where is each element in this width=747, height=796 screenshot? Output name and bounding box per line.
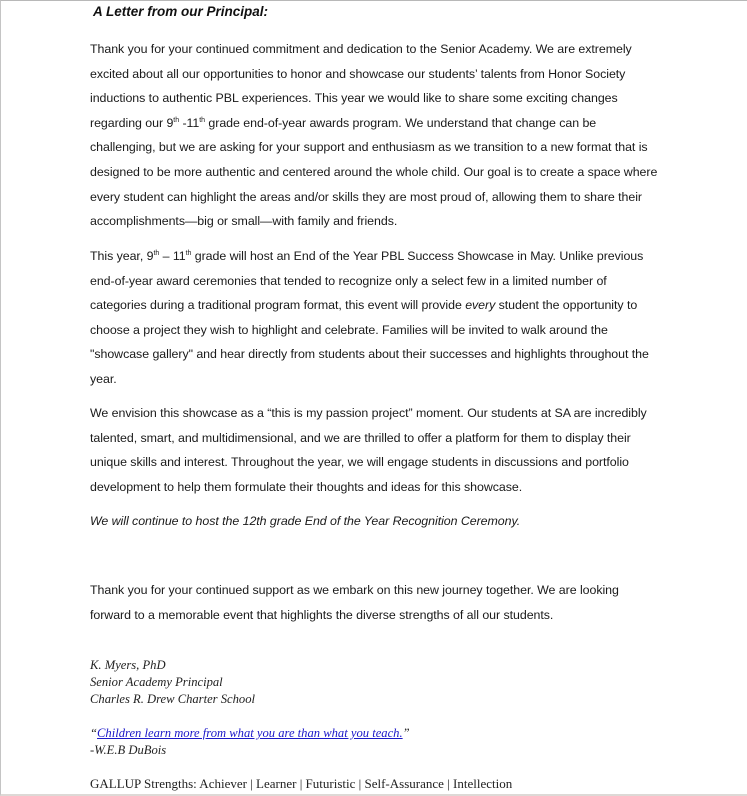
signature-block [90,657,255,708]
text-segment: regarding our 9 [90,115,174,130]
text-line: choose a project they wish to highlight and celebrate. Families will be invited to walk around the [90,322,608,337]
text-line: forward to a memorable event that highlights the diverse strengths of all our students. [90,607,554,622]
text-segment: categories during a traditional program format, this event will provide [90,298,466,313]
paragraph-vision [90,401,690,499]
text-segment: – 11 [159,249,186,263]
superscript: th [173,116,180,124]
text-segment: grade will host an End of the Year PBL Success Showcase in May. Unlike previous [191,249,644,263]
open-quote-mark: “ [90,726,98,740]
text-line: excited about all our opportunities to honor and showcase our students’ talents from Honor Society [90,66,626,81]
letter-title: A Letter from our Principal: [93,4,269,19]
text-segment: student the opportunity to [495,298,638,313]
superscript: th [185,250,192,257]
text-line: year. [90,371,117,386]
quote-line [90,725,410,742]
text-line: accomplishments—big or small—with family and friends. [90,214,398,229]
close-quote-mark: ” [402,726,410,740]
signature-name: K. Myers, PhD [90,658,166,672]
italic-note [90,509,690,534]
text-line: development to help them formulate their thoughts and ideas for this showcase. [90,479,523,494]
paragraph-showcase [90,244,690,392]
text-line: unique skills and interest. Throughout the year, we will engage students in discussions and portfolio [90,455,629,470]
text-line: Thank you for your continued support as we embark on this new journey together. We are looking [90,583,619,597]
text-line: We envision this showcase as a “this is my passion project” moment. Our students at SA are incredibly [90,406,647,420]
quote-block [90,725,410,759]
emphasis-text: every [465,298,496,313]
text-line: We will continue to host the 12th grade End of the Year Recognition Ceremony. [90,514,521,528]
text-segment: -11 [179,115,200,130]
text-line-grades [90,244,690,269]
text-line: "showcase gallery" and hear directly from students about their successes and highlights throughout the [90,347,649,362]
paragraph-closing [90,578,690,627]
text-line: inductions to authentic PBL experiences. This year we would like to share some exciting changes [90,91,618,106]
text-line: end-of-year award ceremonies that tended to recognize only a select few in a limited number of [90,273,607,288]
paragraph-intro [90,37,690,234]
signature-school: Charles R. Drew Charter School [90,692,255,706]
gallup-strengths: GALLUP Strengths: Achiever | Learner | Futuristic | Self-Assurance | Intellection [90,776,513,791]
quote-author: -W.E.B DuBois [90,743,167,757]
text-line-emphasis [90,293,690,318]
text-line: talented, smart, and multidimensional, and we are thrilled to offer a platform for them to display their [90,430,631,445]
signature-position: Senior Academy Principal [90,675,223,689]
text-line: challenging, but we are asking for your support and enthusiasm as we transition to a new format that is [90,140,648,155]
text-segment: This year, 9 [90,249,154,263]
text-line-grades [90,111,690,136]
text-line: every student can highlight the areas and/or skills they are most proud of, allowing them to share their [90,189,642,204]
text-line: designed to be more authentic and centered around the whole child. Our goal is to create a space where [90,164,658,179]
text-segment: grade end-of-year awards program. We understand that change can be [205,115,597,130]
superscript: th [153,250,160,257]
text-line: Thank you for your continued commitment and dedication to the Senior Academy. We are extremely [90,42,632,56]
superscript: th [199,116,206,124]
quote-link[interactable]: Children learn more from what you are than what you teach. [97,726,403,740]
